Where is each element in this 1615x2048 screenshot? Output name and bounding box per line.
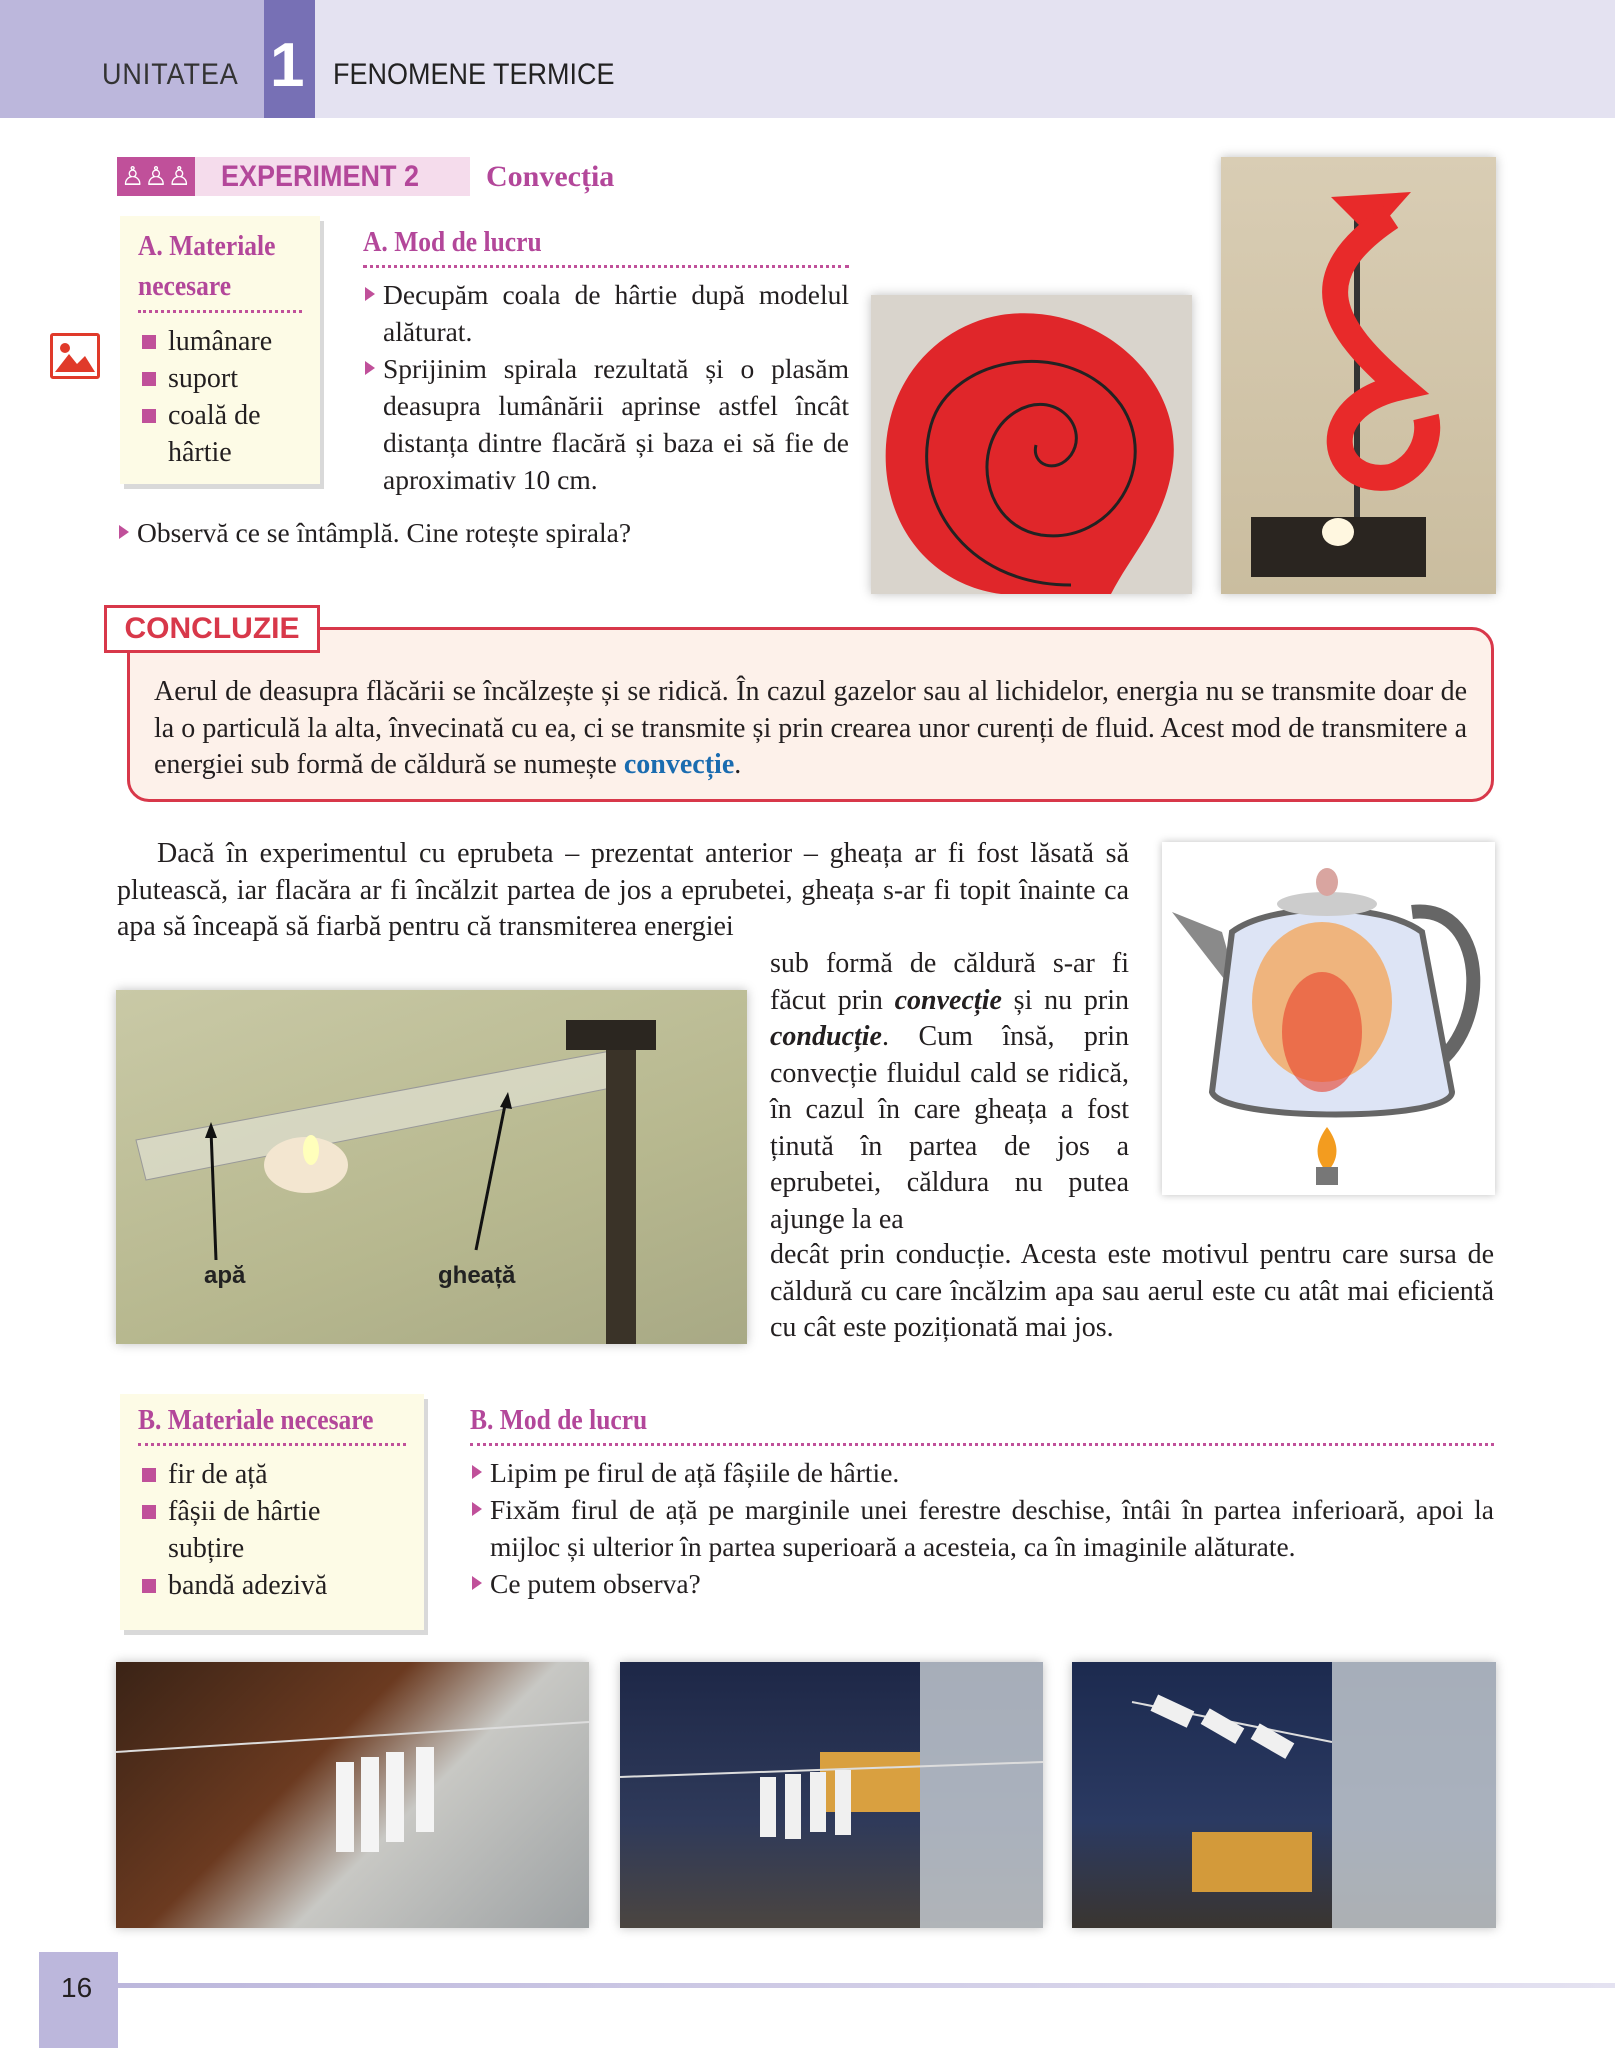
footer-line xyxy=(118,1983,1615,1988)
procedure-step: Lipim pe firul de ață fâșiile de hârtie. xyxy=(470,1454,1494,1491)
label-ice: gheață xyxy=(438,1262,516,1289)
text: . Cum însă, prin convecție fluidul cald se ridică, în cazul în care gheața a fost ținută în partea de jos a eprubetei, căldura nu putea ajunge la ea xyxy=(770,1021,1129,1235)
image-icon[interactable] xyxy=(50,333,100,379)
group-people-icon: ♙♙♙ xyxy=(117,157,195,196)
unit-number: 1 xyxy=(270,31,305,100)
text: și nu prin xyxy=(1001,984,1130,1016)
window-photo-bottom xyxy=(116,1662,589,1928)
question-a: Observă ce se întâmplă. Cine rotește spirala? xyxy=(117,514,817,551)
materials-b-box xyxy=(120,1394,424,1630)
unit-title: FENOMENE TERMICE xyxy=(333,58,615,91)
conclusion-keyword: convecție xyxy=(623,749,735,780)
procedure-step: Ce putem observa? xyxy=(470,1565,1494,1602)
test-tube-photo xyxy=(116,990,747,1344)
label-water: apă xyxy=(204,1262,246,1289)
keyword-conduction: conducție xyxy=(770,1021,882,1052)
material-item: bandă adezivă xyxy=(138,1567,406,1604)
procedure-a-title: A. Mod de lucru xyxy=(363,226,542,258)
experiment-badge xyxy=(117,157,470,196)
material-item: lumânare xyxy=(138,323,302,360)
material-item: suport xyxy=(138,360,302,397)
experiment-title: Convecția xyxy=(486,160,615,193)
procedure-a xyxy=(363,226,849,498)
body-paragraph-2 xyxy=(770,946,1129,1238)
body-paragraph-3: decât prin conducție. Acesta este motivul pentru care sursa de căldură cu care încălzim apa sau aerul este cu atât mai eficientă cu cât este poziționată mai jos. xyxy=(770,1239,1494,1343)
spiral-on-stand-photo xyxy=(1221,157,1496,594)
conclusion-end: . xyxy=(734,749,742,780)
conclusion-text: Aerul de deasupra flăcării se încălzește și se ridică. În cazul gazelor sau al lichidelor, energia nu se transmite doar de la o particulă la alta, învecinată cu ea, ci se transmite și prin crearea unor curenți de fluid. Acest mod de transmitere a energiei sub formă de căldură se numește xyxy=(154,676,1467,780)
page-number: 16 xyxy=(39,1952,118,2048)
spiral-paper-photo xyxy=(871,295,1192,594)
kettle-convection-diagram xyxy=(1162,842,1495,1195)
conclusion-box xyxy=(127,627,1494,802)
material-item: fir de ață xyxy=(138,1456,406,1493)
material-item: coală de hârtie xyxy=(138,397,302,471)
unit-label: UNITATEA xyxy=(102,58,239,91)
window-photo-middle xyxy=(620,1662,1043,1928)
procedure-step: Decupăm coala de hârtie după modelul alăturat. xyxy=(363,276,849,350)
procedure-b-title: B. Mod de lucru xyxy=(470,1404,648,1436)
window-photo-top xyxy=(1072,1662,1496,1928)
procedure-b xyxy=(470,1404,1494,1602)
body-paragraph-1: Dacă în experimentul cu eprubeta – prezentat anterior – gheața ar fi fost lăsată să plutească, iar flacăra ar fi încălzit partea de jos a eprubetei, gheața s-ar fi topit înainte ca apa să înceapă să fiarbă pentru că transmiterea energiei xyxy=(117,838,1129,942)
conclusion-label: CONCLUZIE xyxy=(104,605,320,653)
materials-a-title: A. Materiale necesare xyxy=(138,230,276,302)
materials-b-title: B. Materiale necesare xyxy=(138,1404,374,1436)
experiment-label: EXPERIMENT 2 xyxy=(221,159,420,193)
procedure-step: Fixăm firul de ață pe marginile unei ferestre deschise, întâi în partea inferioară, apoi la mijloc și ulterior în partea superioară a acesteia, ca în imaginile alăturate. xyxy=(470,1491,1494,1565)
keyword-convection: convecție xyxy=(894,984,1002,1016)
material-item: fâșii de hârtie subțire xyxy=(138,1493,348,1567)
procedure-step: Sprijinim spirala rezultată și o plasăm deasupra lumânării aprinse astfel încât distanța dintre flacără și baza ei să fie de aproximativ 10 cm. xyxy=(363,350,849,498)
materials-a-box xyxy=(120,216,320,484)
text: sub formă de căldură s-ar fi făcut prin xyxy=(770,948,1129,1016)
